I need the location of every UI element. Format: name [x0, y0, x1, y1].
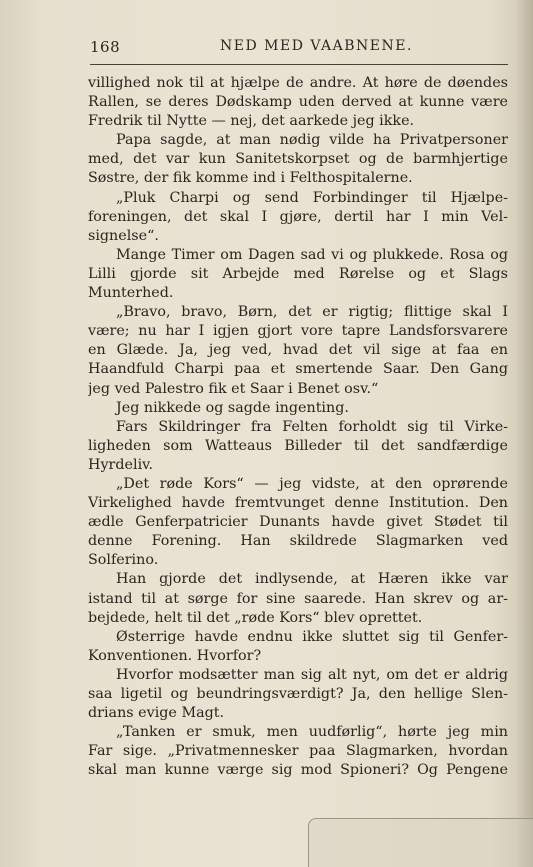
- text-line: en Glæde. Ja, jeg ved, hvad det vil sige at faa en: [88, 342, 508, 359]
- library-stamp-frame: [308, 818, 533, 867]
- text-line: denne Forening. Han skildrede Slagmarken ved: [88, 533, 508, 550]
- text-line: Fars Skildringer fra Felten forholdt sig til Virke-: [116, 418, 508, 435]
- text-line: Haandfuld Charpi paa et smertende Saar. Den Gang: [88, 361, 508, 378]
- text-line: foreningen, det skal I gjøre, dertil har I min Vel-: [88, 208, 508, 225]
- page-header: [90, 38, 510, 60]
- header-rule: [90, 64, 508, 65]
- text-line: Konventionen. Hvorfor?: [88, 647, 262, 664]
- text-line: Munterhed.: [88, 285, 174, 302]
- text-line: Virkelighed havde fremtvunget denne Institution. Den: [88, 495, 508, 512]
- text-line: Solferino.: [88, 552, 159, 569]
- page-edge-shadow: [515, 0, 533, 867]
- text-line: Søstre, der fik komme ind i Felthospitalerne.: [88, 170, 413, 187]
- text-line: villighed nok til at hjælpe de andre. At høre de døendes: [88, 75, 508, 91]
- text-line: Hyrdeliv.: [88, 456, 154, 473]
- text-line: Fredrik til Nytte — nej, det aarkede jeg ikke.: [88, 113, 415, 130]
- text-line: drians evige Magt.: [88, 705, 225, 722]
- text-line: Papa sagde, at man nødig vilde ha Privatpersoner: [116, 132, 508, 149]
- text-line: bejdede, helt til det „røde Kors“ blev oprettet.: [88, 609, 423, 626]
- text-line: være; nu har I igjen gjort vore tapre Landsforsvarere: [88, 323, 508, 340]
- text-line: ligheden som Watteaus Billeder til det sandfærdige: [88, 437, 508, 454]
- text-line: „Tanken er smuk, men uudførlig“, hørte jeg min: [116, 724, 508, 741]
- text-line: skal man kunne værge sig mod Spioneri? Og Pengene: [88, 762, 508, 779]
- text-line: „Bravo, bravo, Børn, det er rigtig; flittige skal I: [116, 304, 508, 321]
- text-line: Han gjorde det indlysende, at Hæren ikke var: [116, 571, 508, 588]
- text-line: ædle Genferpatricier Dunants havde givet Stødet til: [88, 514, 508, 531]
- text-line: jeg ved Palestro fik et Saar i Benet osv.“: [88, 380, 379, 397]
- text-line: Mange Timer om Dagen sad vi og plukkede. Rosa og: [116, 246, 508, 263]
- text-line: signelse“.: [88, 227, 159, 244]
- text-line: „Pluk Charpi og send Forbindinger til Hjælpe-: [116, 189, 508, 206]
- text-line: „Det røde Kors“ — jeg vidste, at den oprørende: [116, 475, 508, 492]
- text-line: med, det var kun Sanitetskorpset og de barmhjertige: [88, 151, 508, 168]
- text-line: istand til at sørge for sine saarede. Han skrev og ar-: [88, 590, 508, 607]
- text-line: Hvorfor modsætter man sig alt nyt, om det er aldrig: [116, 666, 508, 683]
- running-title: NED MED VAABNENE.: [220, 38, 413, 54]
- text-line: Lilli gjorde sit Arbejde med Rørelse og et Slags: [88, 265, 508, 282]
- text-line: saa ligetil og beundringsværdigt? Ja, den hellige Slen-: [88, 686, 508, 702]
- text-line: Far sige. „Privatmennesker paa Slagmarken, hvordan: [88, 743, 508, 760]
- body-text: [88, 74, 508, 780]
- text-line: Østerrige havde endnu ikke sluttet sig til Genfer-: [116, 628, 508, 645]
- text-line: Rallen, se deres Dødskamp uden derved at kunne være: [88, 94, 508, 111]
- page-number: 168: [90, 38, 121, 56]
- text-line: Jeg nikkede og sagde ingenting.: [116, 399, 349, 416]
